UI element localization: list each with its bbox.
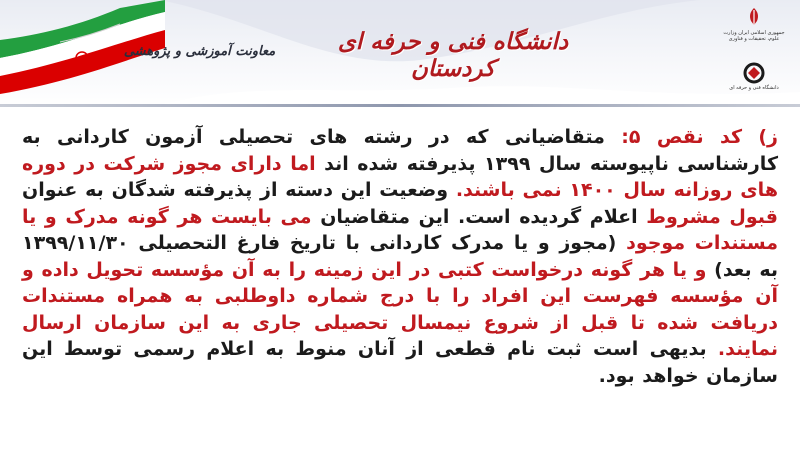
text-segment: (مجوز و یا مدرک کاردانی با تاریخ فارغ التحصیلی ۱۳۹۹/۱۱/۳۰ به بعد) [22,232,778,281]
tvu-logo-icon [741,62,767,84]
text-segment: اعلام گردیده است. این متقاضیان [311,205,647,228]
text-segment: وضعیت این دسته از پذیرفته شدگان به عنوان [22,179,456,201]
ministry-text: جمهوری اسلامی ایران وزارت علوم، تحقیقات و فناوری [723,30,785,42]
text-segment: متقاضیانی که در رشته های تحصیلی آزمون کاردانی به کارشناسی ناپیوسته سال ۱۳۹۹ پذیرفته شده اند [22,126,778,175]
text-segment: می بایست هر گونه مدرک و یا مستندات موجود [22,205,778,254]
text-segment: اما دارای مجوز شرکت در دوره های روزانه سال ۱۴۰۰ نمی باشند. [22,152,778,201]
text-segment: و یا هر گونه درخواست کتبی در این زمینه را به آن مؤسسه تحویل داده و آن مؤسسه فهرست این افراد را با درج شماره داوطلبی به همراه مستندات دریافت شده تا قبل از شروع نیمسال تحصیلی جاری به این سازمان ارسال نمایند. [22,258,778,360]
header-divider [0,104,800,107]
header-banner [0,0,800,108]
ministry-logo-block [722,6,786,42]
deputy-title: معاونت آموزشی و پژوهشی [123,44,276,59]
text-segment: ز) کد نقص ۵: [604,126,778,148]
university-title: دانشگاه فنی و حرفه ای کردستان [337,28,569,82]
ministry-emblem-icon [743,6,765,28]
tvu-text: دانشگاه فنی و حرفه ای [729,85,779,91]
tvu-logo-block [722,62,786,91]
announcement-text [22,124,778,389]
text-segment: بدیهی است ثبت نام قطعی از آنان منوط به اعلام رسمی توسط این سازمان خواهد بود. [22,338,778,387]
text-segment: قبول مشروط [646,205,778,228]
